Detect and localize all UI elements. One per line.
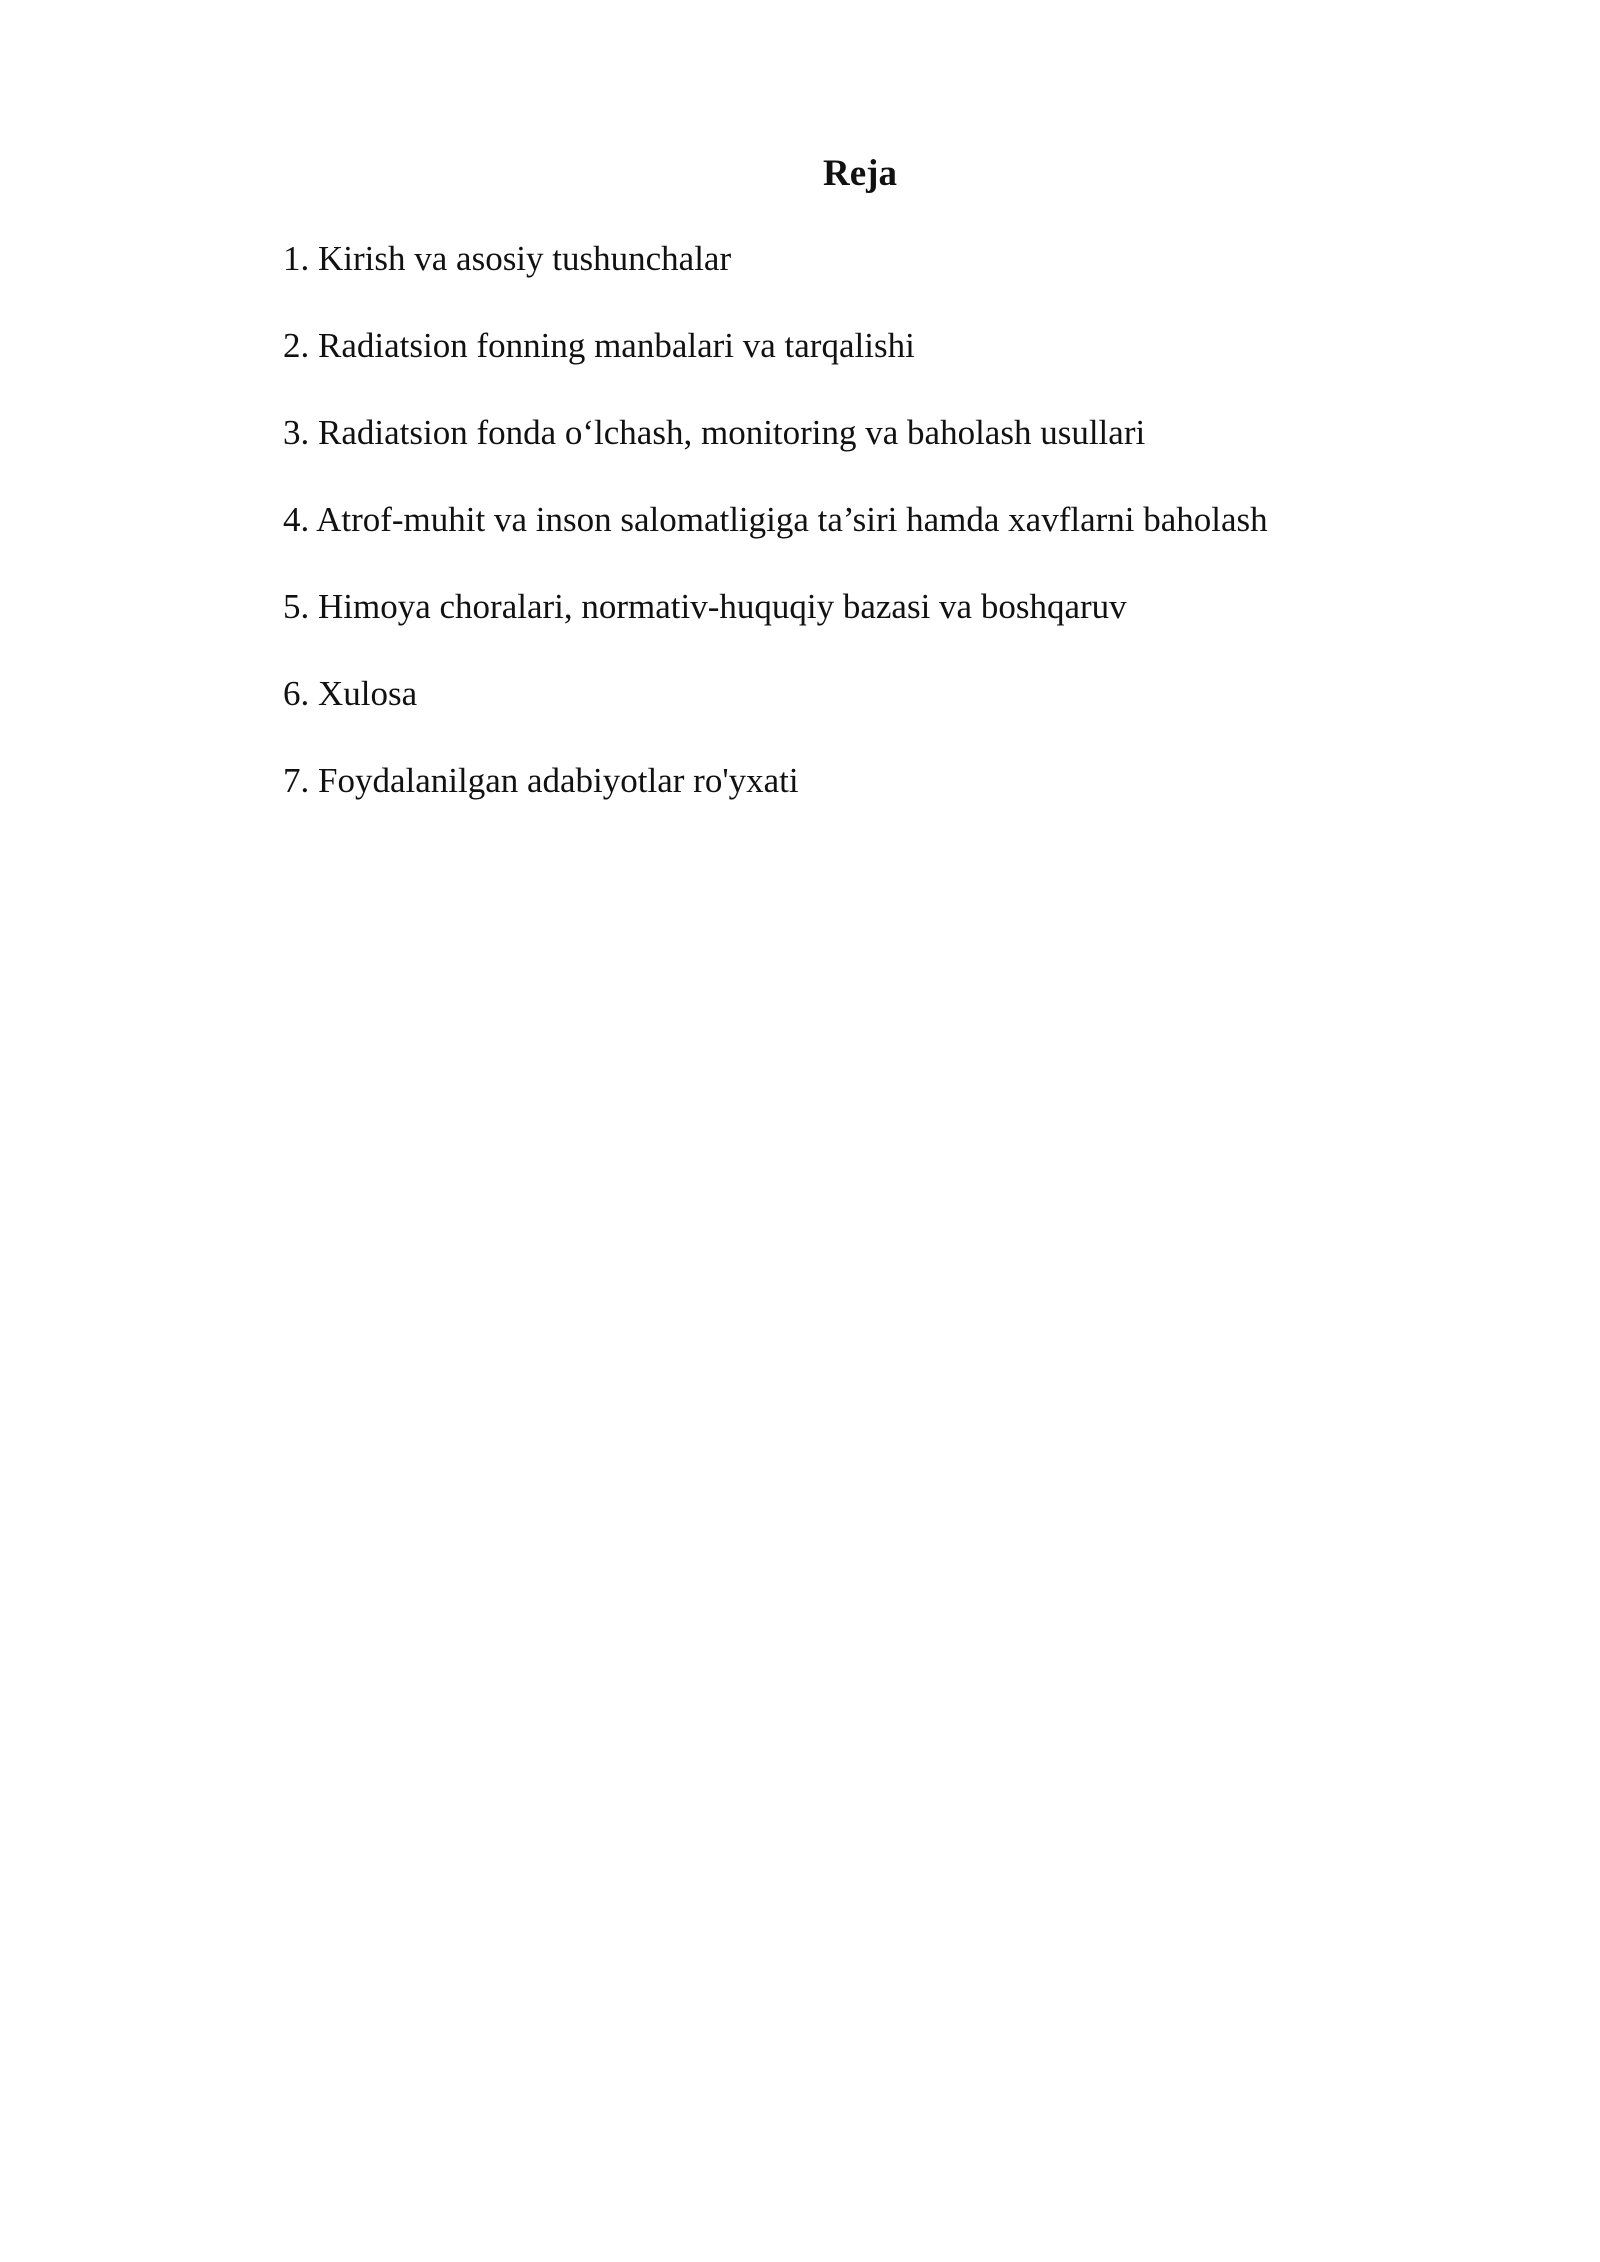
plan-item-7: 7. Foydalanilgan adabiyotlar ro'yxati bbox=[283, 761, 799, 800]
page-title: Reja bbox=[823, 153, 897, 194]
plan-list bbox=[283, 238, 1268, 847]
plan-item-6: 6. Xulosa bbox=[283, 674, 418, 713]
plan-item-3: 3. Radiatsion fonda o‘lchash, monitoring va baholash usullari bbox=[283, 413, 1146, 452]
plan-item-2: 2. Radiatsion fonning manbalari va tarqalishi bbox=[283, 326, 915, 365]
plan-item-4: 4. Atrof-muhit va inson salomatligiga ta’siri hamda xavflarni baholash bbox=[283, 500, 1268, 539]
plan-item-5: 5. Himoya choralari, normativ-huquqiy bazasi va boshqaruv bbox=[283, 587, 1127, 626]
plan-item-1: 1. Kirish va asosiy tushunchalar bbox=[283, 239, 732, 278]
